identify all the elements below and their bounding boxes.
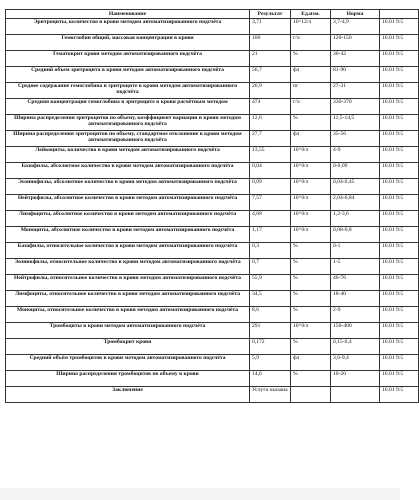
table-row bbox=[6, 163, 419, 179]
cell-name: Эозинофилы, абсолютное количество в крови методом автоматизированного подсчёта bbox=[6, 179, 250, 195]
cell-result: 474 bbox=[250, 99, 291, 115]
table-row bbox=[6, 323, 419, 339]
cell-norm: 3,7-4,9 bbox=[331, 19, 380, 35]
cell-name: Гематокрит крови методом автоматизированного подсчёта bbox=[6, 51, 250, 67]
cell-time: 16.01 9:5 bbox=[380, 19, 419, 35]
cell-result: Услуга оказана bbox=[250, 387, 291, 403]
cell-name: Ширина распределения эритроцитов по объему, коэффициент вариации в крови методом автоматизированного подсчёта bbox=[6, 115, 250, 131]
cell-name: Базофилы, относительное количество в крови методом автоматизированного подсчёта bbox=[6, 243, 250, 259]
cell-norm: 2,04-6,84 bbox=[331, 195, 380, 211]
cell-time: 16.01 9:5 bbox=[380, 307, 419, 323]
cell-time: 16.01 9:5 bbox=[380, 387, 419, 403]
cell-norm: 0,15-0,4 bbox=[331, 339, 380, 355]
cell-result: 34,5 bbox=[250, 291, 291, 307]
cell-time: 16.01 9:5 bbox=[380, 147, 419, 163]
cell-unit: 10^9/л bbox=[291, 163, 331, 179]
cell-unit bbox=[291, 387, 331, 403]
cell-norm: 18-40 bbox=[331, 291, 380, 307]
cell-norm: 330-370 bbox=[331, 99, 380, 115]
cell-time: 16.01 9:5 bbox=[380, 51, 419, 67]
cell-time: 16.01 9:5 bbox=[380, 291, 419, 307]
cell-result: 13,55 bbox=[250, 147, 291, 163]
cell-name: Лимфоциты, относительное количество в крови методом автоматизированного подсчёта bbox=[6, 291, 250, 307]
cell-unit: г/л bbox=[291, 35, 331, 51]
cell-norm: 36-42 bbox=[331, 51, 380, 67]
cell-name: Заключение bbox=[6, 387, 250, 403]
cell-result: 3,71 bbox=[250, 19, 291, 35]
cell-unit: г/л bbox=[291, 99, 331, 115]
table-row bbox=[6, 67, 419, 83]
cell-norm: 3,6-9,4 bbox=[331, 355, 380, 371]
cell-unit: % bbox=[291, 291, 331, 307]
cell-time: 16.01 9:5 bbox=[380, 275, 419, 291]
cell-unit: фл bbox=[291, 67, 331, 83]
cell-name: Среднее содержание гемоглобина в эритроците в крови методом автоматизированного подсчёта bbox=[6, 83, 250, 99]
cell-norm: 150-400 bbox=[331, 323, 380, 339]
cell-name: Ширина распределения эритроцитов по объему, стандартное отклонение в крови методом автоматизированного подсчёта bbox=[6, 131, 250, 147]
cell-result: 0,7 bbox=[250, 259, 291, 275]
cell-norm: 120-150 bbox=[331, 35, 380, 51]
cell-result: 27,7 bbox=[250, 131, 291, 147]
cell-norm: 4-9 bbox=[331, 147, 380, 163]
cell-unit: пг bbox=[291, 83, 331, 99]
cell-result: 26,9 bbox=[250, 83, 291, 99]
cell-result: 56,7 bbox=[250, 67, 291, 83]
cell-result: 1,17 bbox=[250, 227, 291, 243]
cell-name: Тромбокрит крови bbox=[6, 339, 250, 355]
table-row bbox=[6, 83, 419, 99]
cell-norm: 46-76 bbox=[331, 275, 380, 291]
cell-time: 16.01 9:5 bbox=[380, 195, 419, 211]
cell-unit: 10^9/л bbox=[291, 179, 331, 195]
table-row bbox=[6, 211, 419, 227]
cell-norm: 2-9 bbox=[331, 307, 380, 323]
cell-name: Базофилы, абсолютное количество в крови методом автоматизированного подсчёта bbox=[6, 163, 250, 179]
table-row bbox=[6, 371, 419, 387]
cell-unit: фл bbox=[291, 355, 331, 371]
cell-unit: % bbox=[291, 371, 331, 387]
cell-unit: % bbox=[291, 275, 331, 291]
cell-name: Нейтрофилы, относительное количество в крови методом автоматизированного подсчёта bbox=[6, 275, 250, 291]
table-row bbox=[6, 147, 419, 163]
cell-norm: 0,04-0,45 bbox=[331, 179, 380, 195]
table-row bbox=[6, 195, 419, 211]
cell-time: 16.01 9:5 bbox=[380, 83, 419, 99]
cell-name: Лимфоциты, абсолютное количество в крови методом автоматизированного подсчёта bbox=[6, 211, 250, 227]
table-row bbox=[6, 19, 419, 35]
cell-name: Лейкоциты, количество в крови методом автоматизированного подсчёта bbox=[6, 147, 250, 163]
cell-name: Гемоглобин общий, массовая концентрация в крови bbox=[6, 35, 250, 51]
table-row bbox=[6, 307, 419, 323]
cell-norm: 35-56 bbox=[331, 131, 380, 147]
cell-time: 16.01 9:5 bbox=[380, 243, 419, 259]
cell-unit: 10^9/л bbox=[291, 195, 331, 211]
cell-result: 291 bbox=[250, 323, 291, 339]
table-row bbox=[6, 259, 419, 275]
header-time bbox=[380, 10, 419, 19]
table-row bbox=[6, 131, 419, 147]
cell-time: 16.01 9:5 bbox=[380, 35, 419, 51]
table-row bbox=[6, 355, 419, 371]
cell-time: 16.01 9:5 bbox=[380, 259, 419, 275]
cell-name: Ширина распределения тромбоцитов по объему в крови bbox=[6, 371, 250, 387]
cell-time: 16.01 9:5 bbox=[380, 371, 419, 387]
cell-unit: % bbox=[291, 339, 331, 355]
table-row bbox=[6, 179, 419, 195]
cell-result: 5,9 bbox=[250, 355, 291, 371]
lab-results-table bbox=[5, 9, 419, 403]
cell-norm: 1,2-3,6 bbox=[331, 211, 380, 227]
cell-result: 0,172 bbox=[250, 339, 291, 355]
cell-unit: 10^12/л bbox=[291, 19, 331, 35]
cell-norm: 0-0,09 bbox=[331, 163, 380, 179]
table-body bbox=[6, 19, 419, 403]
cell-name: Моноциты, относительное количество в крови методом автоматизированного подсчёта bbox=[6, 307, 250, 323]
header-unit: Ед.изм. bbox=[291, 10, 331, 19]
cell-time: 16.01 9:5 bbox=[380, 355, 419, 371]
cell-unit: 10^9/л bbox=[291, 147, 331, 163]
table-row bbox=[6, 291, 419, 307]
cell-result: 0,09 bbox=[250, 179, 291, 195]
cell-unit: 10^9/л bbox=[291, 227, 331, 243]
cell-unit: % bbox=[291, 259, 331, 275]
cell-result: 0,3 bbox=[250, 243, 291, 259]
cell-unit: 10^9/л bbox=[291, 211, 331, 227]
cell-norm: 10-20 bbox=[331, 371, 380, 387]
cell-time: 16.01 9:5 bbox=[380, 115, 419, 131]
cell-norm: 0,08-0,8 bbox=[331, 227, 380, 243]
cell-name: Тромбоциты в крови методом автоматизированного подсчёта bbox=[6, 323, 250, 339]
cell-norm: 1-5 bbox=[331, 259, 380, 275]
cell-unit: % bbox=[291, 51, 331, 67]
cell-norm bbox=[331, 387, 380, 403]
cell-time: 16.01 9:5 bbox=[380, 99, 419, 115]
header-result: Результат bbox=[250, 10, 291, 19]
cell-result: 100 bbox=[250, 35, 291, 51]
table-row bbox=[6, 387, 419, 403]
table-row bbox=[6, 99, 419, 115]
cell-time: 16.01 9:5 bbox=[380, 323, 419, 339]
cell-result: 14,6 bbox=[250, 371, 291, 387]
table-row bbox=[6, 243, 419, 259]
cell-time: 16.01 9:5 bbox=[380, 227, 419, 243]
cell-time: 16.01 9:5 bbox=[380, 163, 419, 179]
cell-time: 16.01 9:5 bbox=[380, 131, 419, 147]
cell-time: 16.01 9:5 bbox=[380, 179, 419, 195]
table-row bbox=[6, 51, 419, 67]
table-row bbox=[6, 227, 419, 243]
table-header-row bbox=[6, 10, 419, 19]
page-bottom-strip bbox=[0, 488, 400, 500]
table-row bbox=[6, 35, 419, 51]
header-name: Наименование bbox=[6, 10, 250, 19]
cell-name: Эритроциты, количество в крови методом автоматизированного подсчёта bbox=[6, 19, 250, 35]
cell-norm: 11,5-14,5 bbox=[331, 115, 380, 131]
cell-norm: 27-31 bbox=[331, 83, 380, 99]
cell-name: Эозинофилы, относительное количество в крови методом автоматизированного подсчёта bbox=[6, 259, 250, 275]
table-row bbox=[6, 275, 419, 291]
cell-result: 7,57 bbox=[250, 195, 291, 211]
cell-time: 16.01 9:5 bbox=[380, 67, 419, 83]
cell-result: 21 bbox=[250, 51, 291, 67]
cell-name: Средний объём тромбоцитов в крови методом автоматизированного подсчёта bbox=[6, 355, 250, 371]
cell-result: 12,6 bbox=[250, 115, 291, 131]
cell-result: 0,04 bbox=[250, 163, 291, 179]
cell-unit: 10^9/л bbox=[291, 323, 331, 339]
cell-norm: 0-1 bbox=[331, 243, 380, 259]
table-row bbox=[6, 339, 419, 355]
header-norm: Норма bbox=[331, 10, 380, 19]
cell-result: 55,9 bbox=[250, 275, 291, 291]
cell-time: 16.01 9:5 bbox=[380, 211, 419, 227]
cell-name: Моноциты, абсолютное количество в крови методом автоматизированного подсчёта bbox=[6, 227, 250, 243]
cell-name: Средняя концентрация гемоглобина в эритроците в крови расчётным методом bbox=[6, 99, 250, 115]
cell-unit: фл bbox=[291, 131, 331, 147]
cell-unit: % bbox=[291, 307, 331, 323]
cell-result: 4,68 bbox=[250, 211, 291, 227]
cell-time: 16.01 9:5 bbox=[380, 339, 419, 355]
cell-result: 8,6 bbox=[250, 307, 291, 323]
table-row bbox=[6, 115, 419, 131]
cell-name: Средний объем эритроцита в крови методом автоматизированного подсчёта bbox=[6, 67, 250, 83]
cell-unit: % bbox=[291, 115, 331, 131]
cell-name: Нейтрофилы, абсолютное количество в крови методом автоматизированного подсчёта bbox=[6, 195, 250, 211]
cell-norm: 81-90 bbox=[331, 67, 380, 83]
cell-unit: % bbox=[291, 243, 331, 259]
